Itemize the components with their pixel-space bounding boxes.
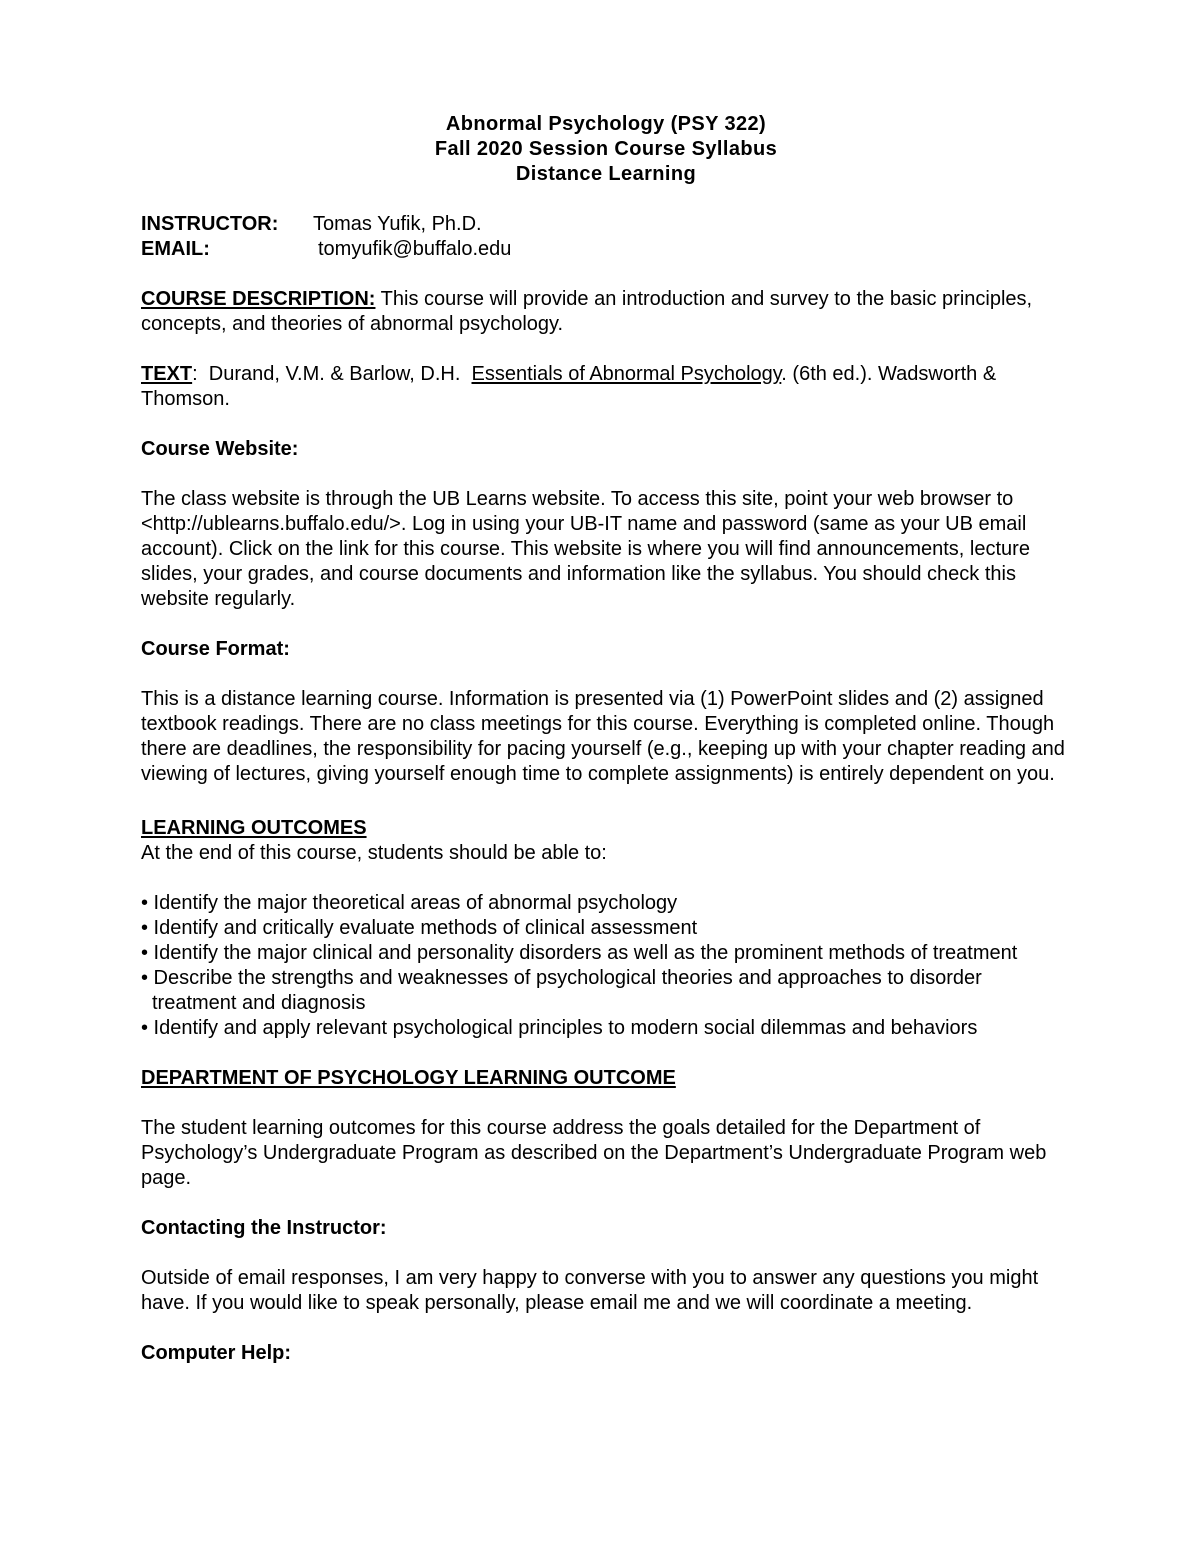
course-description-label: COURSE DESCRIPTION: xyxy=(141,288,376,310)
course-format-body: This is a distance learning course. Information is presented via (1) PowerPoint slides and (2) assigned textbook readings. There are no class meetings for this course. Everything is completed online. Though there are deadlines, the responsibility for pacing yourself (e.g., keeping up with your chapter reading and viewing of lectures, giving yourself enough time to complete assignments) is entirely dependent on you. xyxy=(141,688,1065,785)
course-format-heading: Course Format: xyxy=(141,638,290,660)
dept-outcome-heading: DEPARTMENT OF PSYCHOLOGY LEARNING OUTCOME xyxy=(141,1067,676,1089)
learning-outcomes-heading: LEARNING OUTCOMES xyxy=(141,817,367,839)
text-book-title: Essentials of Abnormal Psychology xyxy=(471,363,782,385)
dept-outcome-body: The student learning outcomes for this course address the goals detailed for the Department of Psychology’s Undergraduate Program as described on the Department’s Undergraduate Program web page. xyxy=(141,1117,1047,1189)
text-publisher: . (6th ed.). Wadsworth & Thomson. xyxy=(141,363,997,410)
email-value[interactable]: tomyufik@buffalo.edu xyxy=(318,238,512,260)
instructor-row xyxy=(141,212,1071,237)
email-label: EMAIL: xyxy=(141,238,210,260)
course-description-text: This course will provide an introduction and survey to the basic principles, concepts, and theories of abnormal psychology. xyxy=(141,288,1033,335)
learning-outcomes-list xyxy=(141,891,1071,1041)
title-block xyxy=(141,112,1071,187)
list-item: • Identify the major theoretical areas of abnormal psychology xyxy=(141,892,678,914)
document-subtitle: Fall 2020 Session Course Syllabus xyxy=(434,138,778,160)
document-body xyxy=(141,112,1071,1366)
list-item: • Identify the major clinical and personality disorders as well as the prominent methods of treatment xyxy=(141,942,1018,964)
list-item: • Identify and critically evaluate methods of clinical assessment xyxy=(141,917,698,939)
text-label: TEXT xyxy=(141,363,193,385)
text-section xyxy=(141,362,1071,412)
contacting-heading: Contacting the Instructor: xyxy=(141,1217,387,1239)
document-title: Abnormal Psychology (PSY 322) xyxy=(445,113,767,135)
learning-outcomes-intro: At the end of this course, students should be able to: xyxy=(141,842,607,864)
course-website-heading: Course Website: xyxy=(141,438,299,460)
document-subtitle-2: Distance Learning xyxy=(515,163,697,185)
email-row xyxy=(141,237,1071,262)
computer-help-heading: Computer Help: xyxy=(141,1342,291,1364)
contacting-body: Outside of email responses, I am very happy to converse with you to answer any questions you might have. If you would like to speak personally, please email me and we will coordinate a meeting. xyxy=(141,1267,1039,1314)
text-authors: : Durand, V.M. & Barlow, D.H. xyxy=(192,363,472,385)
course-description xyxy=(141,287,1071,337)
instructor-value: Tomas Yufik, Ph.D. xyxy=(313,213,482,235)
list-item: • Describe the strengths and weaknesses of psychological theories and approaches to disorder treatment and diagnosis xyxy=(141,967,982,1014)
course-website-body: The class website is through the UB Learns website. To access this site, point your web browser to <http://ublearns.buffalo.edu/>. Log in using your UB-IT name and password (same as your UB email account). Click on the link for this course. This website is where you will find announcements, lecture slides, your grades, and course documents and information like the syllabus. You should check this website regularly. xyxy=(141,488,1030,610)
list-item: • Identify and apply relevant psychological principles to modern social dilemmas and behaviors xyxy=(141,1017,978,1039)
instructor-label: INSTRUCTOR: xyxy=(141,213,279,235)
